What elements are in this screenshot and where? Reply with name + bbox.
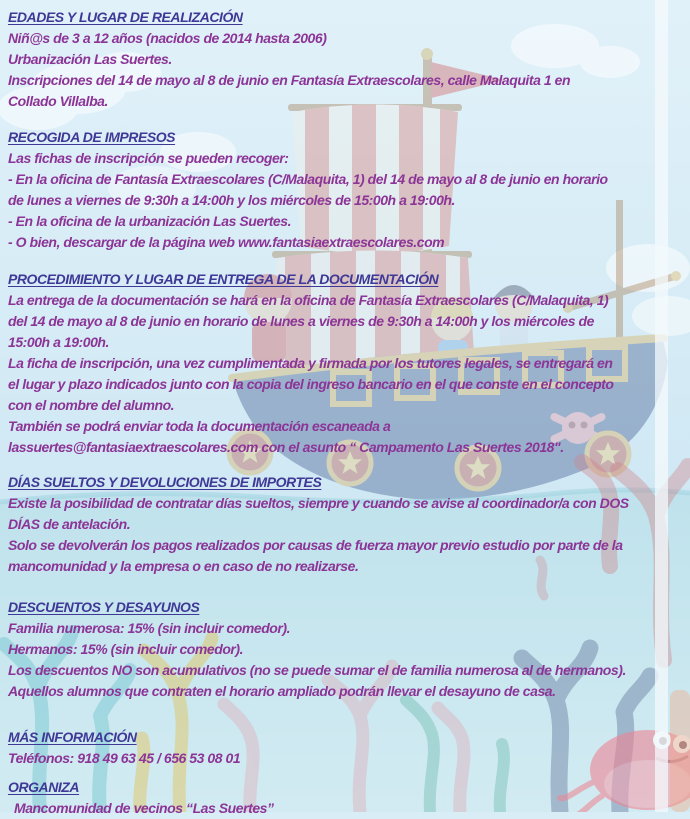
section-line: Familia numerosa: 15% (sin incluir comedor). [8,620,291,636]
section-line: 15:00h a 19:00h. [8,334,109,350]
section-heading: RECOGIDA DE IMPRESOS [8,129,176,145]
flyer-section [8,727,688,769]
section-line: DÍAS de antelación. [8,516,131,532]
section-line: Las fichas de inscripción se pueden recoger: [8,150,289,166]
section-line: Solo se devolverán los pagos realizados por causas de fuerza mayor previo estudio por parte de la [8,537,623,553]
section-line: Teléfonos: 918 49 63 45 / 656 53 08 01 [8,750,241,766]
section-heading: DÍAS SUELTOS Y DEVOLUCIONES DE IMPORTES [8,474,322,490]
section-line: Existe la posibilidad de contratar días sueltos, siempre y cuando se avise al coordinador/a con DOS [8,495,629,511]
section-line: - O bien, descargar de la página web www.fantasiaextraescolares.com [8,234,445,250]
section-line: La entrega de la documentación se hará en la oficina de Fantasía Extraescolares (C/Malaquita, 1) [8,292,609,308]
flyer-section [8,7,688,112]
flyer-section [8,127,688,253]
section-line: Mancomunidad de vecinos “Las Suertes” [14,800,274,816]
section-heading: MÁS INFORMACIÓN [8,729,137,745]
section-line: Hermanos: 15% (sin incluir comedor). [8,641,244,657]
section-line: del 14 de mayo al 8 de junio en horario de lunes a viernes de 9:30h a 14:00h y los miércoles de [8,313,594,329]
section-line: También se podrá enviar toda la documentación escaneada a [8,418,391,434]
section-heading: ORGANIZA [8,779,80,795]
section-heading: PROCEDIMIENTO Y LUGAR DE ENTREGA DE LA DOCUMENTACIÓN [8,271,439,287]
flyer-section [8,597,688,702]
flyer-section [8,269,688,458]
flyer-section [8,777,688,819]
flyer-section [8,472,688,577]
section-line: Collado Villalba. [8,93,108,109]
section-heading: EDADES Y LUGAR DE REALIZACIÓN [8,9,243,25]
section-line: Los descuentos NO son acumulativos (no se puede sumar el de familia numerosa al de hermanos). [8,662,626,678]
section-line: con el nombre del alumno. [8,397,175,413]
section-line: Inscripciones del 14 de mayo al 8 de junio en Fantasía Extraescolares, calle Malaquita 1 en [8,72,571,88]
section-line: el lugar y plazo indicados junto con la copia del ingreso bancario en el que conste en el concepto [8,376,614,392]
section-line: - En la oficina de Fantasía Extraescolares (C/Malaquita, 1) del 14 de mayo al 8 de junio en horario [8,171,608,187]
section-line: - En la oficina de la urbanización Las Suertes. [8,213,292,229]
section-line: de lunes a viernes de 9:30h a 14:00h y los miércoles de 15:00h a 19:00h. [8,192,455,208]
section-line: Urbanización Las Suertes. [8,51,172,67]
section-heading: DESCUENTOS Y DESAYUNOS [8,599,200,615]
section-line: mancomunidad y la empresa o en caso de no realizarse. [8,558,359,574]
section-line: lassuertes@fantasiaextraescolares.com con el asunto “ Campamento Las Suertes 2018". [8,439,564,455]
section-line: La ficha de inscripción, una vez cumplimentada y firmada por los tutores legales, se entregará en [8,355,613,371]
section-line: Niñ@s de 3 a 12 años (nacidos de 2014 hasta 2006) [8,30,327,46]
section-line: Aquellos alumnos que contraten el horario ampliado podrán llevar el desayuno de casa. [8,683,556,699]
